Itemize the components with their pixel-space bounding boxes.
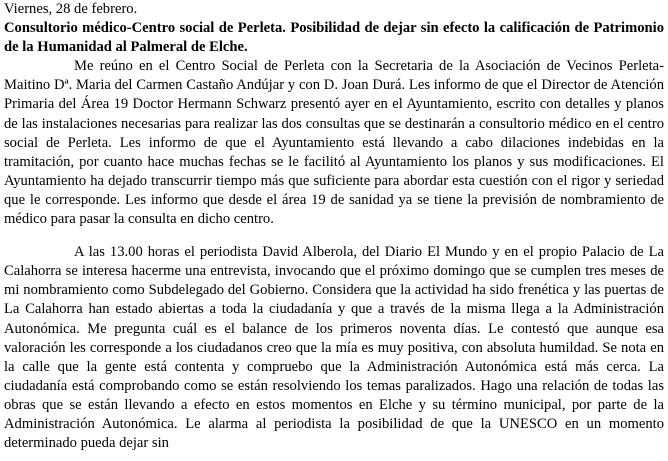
entry-date: Viernes, 28 de febrero. — [4, 1, 138, 17]
paragraph-2: A las 13.00 horas el periodista David Alberola, del Diario El Mundo y en el propio Palacio de La Calahorra se interesa hacerme una entrevista, invocando que el próximo domingo que se cumplen tres meses de mi nombramiento como Subdelegado del Gobierno. Considera que la actividad ha sido frenética y las puertas de La Calahorra han estado abiertas a toda la ciudadanía y que a través de la misma llega a la Administración Autonómica. Me pregunta cuál es el balance de los primeros noventa días. Le contestó que aunque esa valoración les corresponde a los ciudadanos creo que la mía es muy positiva, con absoluta humildad. Se nota en la calle que la gente está contenta y compruebo que la Administración Autonómica está más cerca. La ciudadanía está comprobando como se están resolviendo los temas paralizados. Hago una relación de todas las obras que se están llevando a efecto en estos momentos en Elche y su término municipal, por parte de la Administración Autonómica. Le alarma al periodista la posibilidad de que la UNESCO en un momento determinado pueda dejar sin — [4, 244, 664, 452]
document-page — [4, 0, 664, 453]
entry-headline: Consultorio médico-Centro social de Perleta. Posibilidad de dejar sin efecto la calificación de Patrimonio de la Humanidad al Palmeral de Elche. — [4, 20, 664, 56]
paragraph-1: Me reúno en el Centro Social de Perleta con la Secretaria de la Asociación de Vecinos Perleta-Maitino Dª. Maria del Carmen Castaño Andújar y con D. Joan Durá. Les informo de que el Director de Atención Primaria del Área 19 Doctor Hermann Schwarz presentó ayer en el Ayuntamiento, escrito con detalles y planos de las instalaciones necesarias para realizar las dos consultas que se destinarán a consultorio médico en el centro social de Perleta. Les informo de que el Ayuntamiento está llevando a cabo dilaciones indebidas en la tramitación, por cuanto hace muchas fechas se le facilitó al Ayuntamiento los planos y sus modificaciones. El Ayuntamiento ha dejado transcurrir tiempo más que suficiente para abordar esta cuestión con el rigor y seriedad que le corresponde. Les informo que desde el área 19 de sanidad ya se tiene la previsión de nombramiento de médico para pasar la consulta en dicho centro. — [4, 58, 664, 228]
